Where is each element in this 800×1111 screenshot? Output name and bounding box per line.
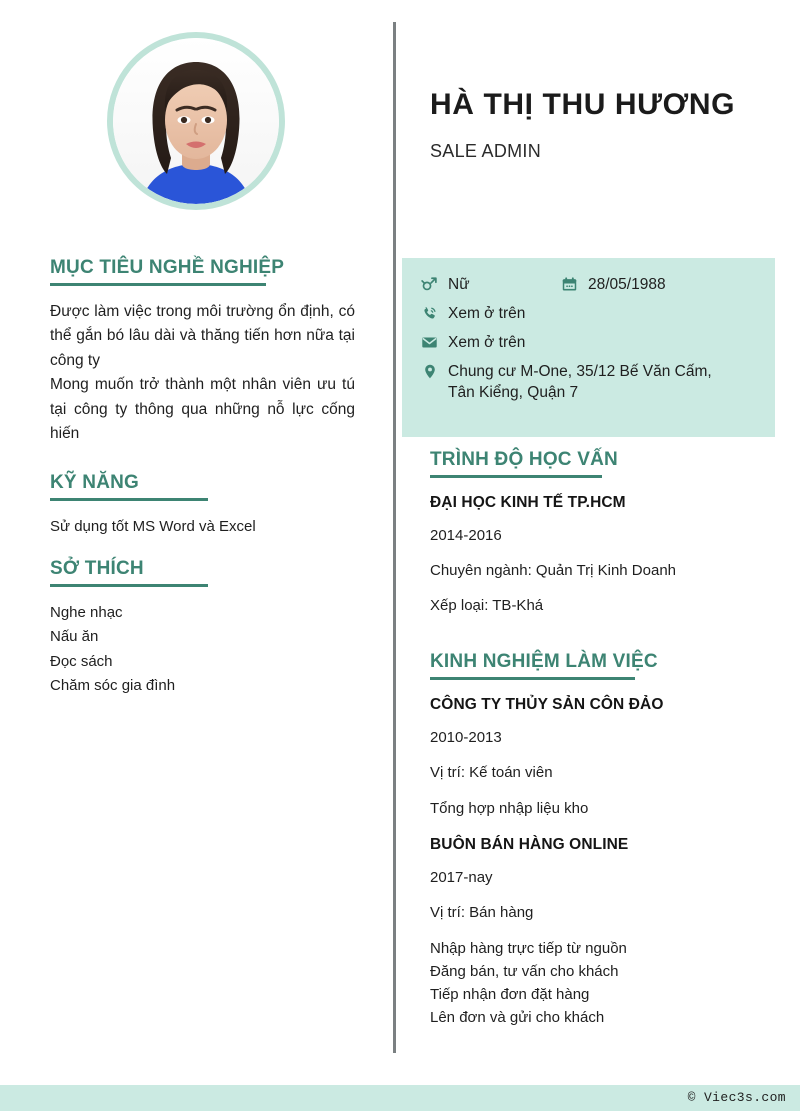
left-column bbox=[0, 0, 390, 1060]
left-sections bbox=[50, 258, 355, 699]
contact-row bbox=[420, 332, 757, 353]
section-hobbies bbox=[50, 559, 355, 699]
portrait-photo bbox=[113, 38, 279, 204]
phone-icon bbox=[420, 303, 439, 324]
skills-heading: KỸ NĂNG bbox=[50, 471, 140, 493]
education-entry-period: 2014-2016 bbox=[430, 526, 502, 544]
contact-birthday bbox=[560, 274, 666, 295]
contact-pair bbox=[420, 274, 757, 295]
contact-row bbox=[420, 274, 757, 295]
list-item: Đọc sách bbox=[50, 652, 113, 670]
section-skills bbox=[50, 473, 355, 539]
list-item: Chăm sóc gia đình bbox=[50, 677, 176, 695]
birthday-value: 28/05/1988 bbox=[588, 276, 666, 293]
location-pin-icon bbox=[420, 361, 439, 382]
address-line-1: Chung cư M-One, 35/12 Bế Văn Cấm, bbox=[448, 363, 712, 380]
section-education bbox=[430, 450, 775, 617]
section-career-objective bbox=[50, 258, 355, 447]
experience-entry-period: 2017-nay bbox=[430, 868, 493, 886]
column-divider bbox=[393, 22, 396, 1053]
education-entry-major: Chuyên ngành: Quản Trị Kinh Doanh bbox=[430, 561, 676, 579]
education-entry bbox=[430, 494, 775, 617]
experience-entry-duties bbox=[430, 797, 775, 820]
job-role: SALE ADMIN bbox=[430, 141, 542, 161]
footer-bar bbox=[0, 1085, 800, 1111]
experience-entry-title: BUÔN BÁN HÀNG ONLINE bbox=[430, 835, 629, 853]
skills-item: Sử dụng tốt MS Word và Excel bbox=[50, 517, 256, 535]
right-column bbox=[402, 0, 800, 1060]
avatar bbox=[107, 32, 285, 210]
hobbies-list bbox=[50, 601, 355, 699]
footer-copyright: © Viec3s.com bbox=[687, 1090, 786, 1105]
experience-entry bbox=[430, 696, 775, 820]
contact-phone bbox=[420, 303, 525, 324]
spacer bbox=[50, 539, 355, 559]
education-entry-grade: Xếp loại: TB-Khá bbox=[430, 596, 544, 614]
contact-row bbox=[420, 361, 757, 403]
envelope-icon bbox=[420, 332, 439, 353]
experience-entry-period: 2010-2013 bbox=[430, 728, 502, 746]
phone-value: Xem ở trên bbox=[448, 305, 526, 322]
email-value: Xem ở trên bbox=[448, 334, 526, 351]
career-objective-heading: MỤC TIÊU NGHỀ NGHIỆP bbox=[50, 257, 285, 278]
address-value bbox=[448, 361, 712, 403]
right-sections bbox=[430, 450, 775, 1029]
address-line-2: Tân Kiểng, Quận 7 bbox=[448, 384, 579, 401]
duty-item: Nhập hàng trực tiếp từ nguồn bbox=[430, 939, 627, 957]
experience-heading: KINH NGHIỆM LÀM VIỆC bbox=[430, 650, 658, 672]
experience-entry bbox=[430, 836, 775, 1029]
education-heading: TRÌNH ĐỘ HỌC VẤN bbox=[430, 449, 618, 470]
education-entry-title: ĐẠI HỌC KINH TẾ TP.HCM bbox=[430, 493, 626, 511]
experience-entry-duties bbox=[430, 937, 775, 1029]
hobbies-rule bbox=[50, 584, 208, 587]
experience-entry-position: Vị trí: Bán hàng bbox=[430, 903, 534, 921]
career-objective-body bbox=[50, 300, 355, 447]
career-objective-paragraph: Mong muốn trở thành một nhân viên ưu tú tại công ty thông qua những nỗ lực cống hiến bbox=[50, 376, 355, 443]
calendar-icon bbox=[560, 274, 579, 295]
experience-entry-title: CÔNG TY THỦY SẢN CÔN ĐẢO bbox=[430, 695, 664, 713]
contact-email bbox=[420, 332, 525, 353]
contact-gender bbox=[420, 274, 560, 295]
contact-address bbox=[420, 361, 712, 403]
career-objective-paragraph: Được làm việc trong môi trường ổn định, có thể gắn bó lâu dài và thăng tiến hơn nữa tại công ty bbox=[50, 302, 355, 369]
list-item: Nấu ăn bbox=[50, 628, 99, 646]
section-experience bbox=[430, 652, 775, 1029]
duty-item: Tổng hợp nhập liệu kho bbox=[430, 799, 589, 817]
list-item: Nghe nhạc bbox=[50, 603, 123, 621]
gender-value: Nữ bbox=[448, 276, 470, 293]
hobbies-heading: SỞ THÍCH bbox=[50, 557, 144, 579]
education-rule bbox=[430, 475, 602, 478]
experience-entry-position: Vị trí: Kế toán viên bbox=[430, 763, 553, 781]
career-objective-rule bbox=[50, 283, 266, 286]
experience-rule bbox=[430, 677, 635, 680]
spacer bbox=[430, 630, 775, 652]
duty-item: Đăng bán, tư vấn cho khách bbox=[430, 962, 619, 980]
duty-item: Lên đơn và gửi cho khách bbox=[430, 1008, 605, 1026]
contact-panel bbox=[402, 258, 775, 437]
duty-item: Tiếp nhận đơn đặt hàng bbox=[430, 985, 590, 1003]
skills-rule bbox=[50, 498, 208, 501]
spacer bbox=[50, 447, 355, 473]
avatar-ring bbox=[107, 32, 285, 210]
page-title: HÀ THỊ THU HƯƠNG bbox=[430, 88, 736, 121]
gender-icon bbox=[420, 274, 439, 295]
contact-row bbox=[420, 303, 757, 324]
spacer bbox=[430, 820, 775, 836]
